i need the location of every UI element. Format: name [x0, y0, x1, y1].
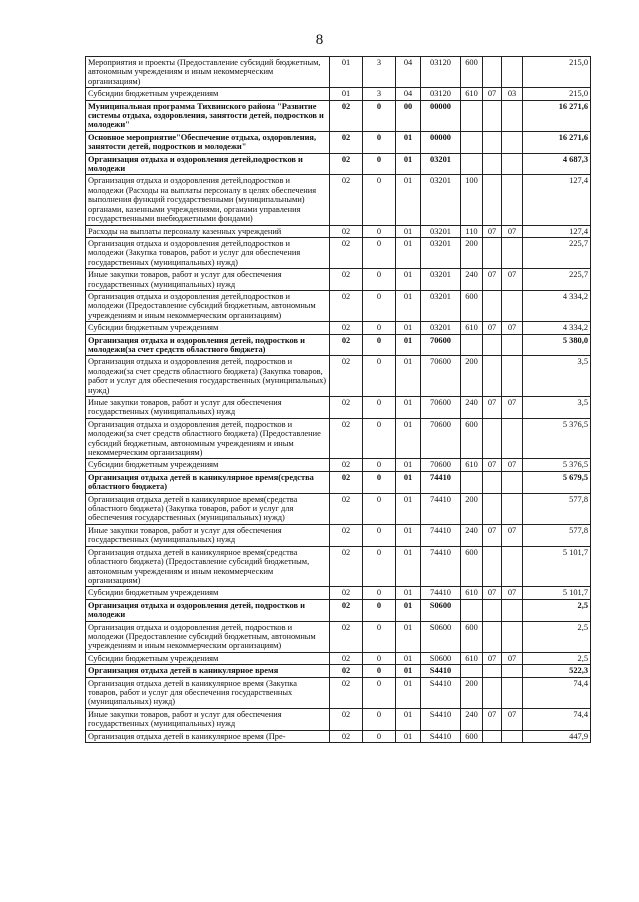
program-code-cell: 02 — [330, 459, 363, 471]
amount-cell: 4 334,2 — [523, 290, 591, 321]
subsection-cell — [502, 599, 523, 621]
event-code-cell: 04 — [396, 88, 421, 100]
subsection-cell: 07 — [502, 652, 523, 664]
section-cell — [483, 290, 502, 321]
event-code-cell: 01 — [396, 677, 421, 708]
expense-type-cell: 200 — [461, 493, 483, 524]
event-code-cell: 01 — [396, 621, 421, 652]
subsection-cell: 07 — [502, 459, 523, 471]
section-cell — [483, 57, 502, 88]
amount-cell: 225,7 — [523, 237, 591, 268]
table-row — [86, 88, 591, 100]
event-code-cell: 01 — [396, 356, 421, 397]
event-code-cell: 01 — [396, 397, 421, 419]
row-name-cell: Организация отдыха и оздоровления детей,подростков и молодежи (Расходы на выплаты персоналу в целях обеспечения выполнения функций государственными (муниципальными) органами, казенными учреждениями, органами управления государственными внебюджетными фондами) — [86, 175, 330, 225]
program-code-cell: 02 — [330, 652, 363, 664]
section-cell — [483, 677, 502, 708]
program-code-cell: 02 — [330, 621, 363, 652]
subprogram-code-cell: 0 — [363, 322, 396, 334]
budget-table — [85, 56, 591, 743]
table-row — [86, 677, 591, 708]
subprogram-code-cell: 3 — [363, 57, 396, 88]
subprogram-code-cell: 0 — [363, 493, 396, 524]
row-name-cell: Организация отдыха детей в каникулярное время(средства областного бюджета) (Предоставление субсидий бюджетным, автономным учреждениям и иным некоммерческим организациям) — [86, 546, 330, 587]
table-row — [86, 225, 591, 237]
amount-cell: 2,5 — [523, 599, 591, 621]
amount-cell: 5 376,5 — [523, 418, 591, 459]
event-code-cell: 01 — [396, 730, 421, 742]
direction-code-cell: S4410 — [421, 730, 461, 742]
event-code-cell: 01 — [396, 546, 421, 587]
row-name-cell: Иные закупки товаров, работ и услуг для обеспечения государственных (муниципальных) нужд — [86, 708, 330, 730]
table-row — [86, 546, 591, 587]
direction-code-cell: 70600 — [421, 418, 461, 459]
event-code-cell: 01 — [396, 652, 421, 664]
direction-code-cell: 03120 — [421, 57, 461, 88]
row-name-cell: Иные закупки товаров, работ и услуг для обеспечения государственных (муниципальных) нужд — [86, 269, 330, 291]
row-name-cell: Организация отдыха и оздоровления детей, подростков и молодежи(за счет средств областного бюджета) (Закупка товаров, работ и услуг для обеспечения государственных (муниципальных) нужд) — [86, 356, 330, 397]
subsection-cell: 07 — [502, 708, 523, 730]
amount-cell: 225,7 — [523, 269, 591, 291]
table-row — [86, 587, 591, 599]
row-name-cell: Организация отдыха детей в каникулярное время — [86, 665, 330, 677]
table-row — [86, 153, 591, 175]
amount-cell: 5 101,7 — [523, 587, 591, 599]
expense-type-cell: 610 — [461, 322, 483, 334]
subsection-cell: 03 — [502, 88, 523, 100]
direction-code-cell: 03201 — [421, 225, 461, 237]
program-code-cell: 02 — [330, 334, 363, 356]
expense-type-cell: 240 — [461, 269, 483, 291]
subsection-cell — [502, 131, 523, 153]
section-cell: 07 — [483, 587, 502, 599]
subprogram-code-cell: 0 — [363, 677, 396, 708]
subsection-cell: 07 — [502, 587, 523, 599]
subprogram-code-cell: 0 — [363, 100, 396, 131]
direction-code-cell: 03201 — [421, 269, 461, 291]
direction-code-cell: 03201 — [421, 237, 461, 268]
section-cell — [483, 175, 502, 225]
direction-code-cell: 03201 — [421, 322, 461, 334]
expense-type-cell: 610 — [461, 652, 483, 664]
direction-code-cell: S4410 — [421, 708, 461, 730]
expense-type-cell: 610 — [461, 459, 483, 471]
section-cell: 07 — [483, 652, 502, 664]
subprogram-code-cell: 0 — [363, 131, 396, 153]
subprogram-code-cell: 0 — [363, 175, 396, 225]
amount-cell: 522,3 — [523, 665, 591, 677]
row-name-cell: Субсидии бюджетным учреждениям — [86, 459, 330, 471]
direction-code-cell: 70600 — [421, 334, 461, 356]
subsection-cell — [502, 175, 523, 225]
row-name-cell: Организация отдыха детей в каникулярное время (Закупка товаров, работ и услуг для обеспечения государственных (муниципальных) нужд) — [86, 677, 330, 708]
subsection-cell — [502, 418, 523, 459]
expense-type-cell: 240 — [461, 397, 483, 419]
program-code-cell: 01 — [330, 88, 363, 100]
section-cell: 07 — [483, 524, 502, 546]
direction-code-cell: S0600 — [421, 621, 461, 652]
subsection-cell — [502, 730, 523, 742]
direction-code-cell: 74410 — [421, 493, 461, 524]
section-cell — [483, 493, 502, 524]
amount-cell: 5 376,5 — [523, 459, 591, 471]
amount-cell: 577,8 — [523, 493, 591, 524]
program-code-cell: 02 — [330, 587, 363, 599]
amount-cell: 127,4 — [523, 175, 591, 225]
program-code-cell: 02 — [330, 225, 363, 237]
event-code-cell: 01 — [396, 334, 421, 356]
subsection-cell — [502, 665, 523, 677]
table-row — [86, 356, 591, 397]
table-row — [86, 57, 591, 88]
amount-cell: 215,0 — [523, 88, 591, 100]
subsection-cell — [502, 334, 523, 356]
event-code-cell: 04 — [396, 57, 421, 88]
table-row — [86, 665, 591, 677]
section-cell — [483, 546, 502, 587]
table-row — [86, 418, 591, 459]
expense-type-cell: 600 — [461, 546, 483, 587]
event-code-cell: 00 — [396, 100, 421, 131]
direction-code-cell: 74410 — [421, 471, 461, 493]
subprogram-code-cell: 0 — [363, 665, 396, 677]
expense-type-cell — [461, 131, 483, 153]
program-code-cell: 02 — [330, 730, 363, 742]
section-cell — [483, 356, 502, 397]
event-code-cell: 01 — [396, 290, 421, 321]
event-code-cell: 01 — [396, 599, 421, 621]
row-name-cell: Организация отдыха детей в каникулярное время (Пре- — [86, 730, 330, 742]
event-code-cell: 01 — [396, 665, 421, 677]
section-cell — [483, 334, 502, 356]
direction-code-cell: 70600 — [421, 459, 461, 471]
row-name-cell: Организация отдыха и оздоровления детей, подростков и молодежи — [86, 599, 330, 621]
row-name-cell: Организация отдыха и оздоровления детей, подростков и молодежи(за счет средств областного бюджета) (Предоставление субсидий бюджетным, автономным учреждениям и иным некоммерческим организациям) — [86, 418, 330, 459]
row-name-cell: Организация отдыха и оздоровления детей, подростков и молодежи (Предоставление субсидий бюджетным, автономным учреждениям и иным некоммерческим организациям) — [86, 621, 330, 652]
program-code-cell: 02 — [330, 524, 363, 546]
row-name-cell: Муниципальная программа Тихвинского района "Развитие системы отдыха, оздоровления, занятости детей, подростков и молодежи" — [86, 100, 330, 131]
subprogram-code-cell: 0 — [363, 397, 396, 419]
expense-type-cell: 200 — [461, 677, 483, 708]
expense-type-cell: 600 — [461, 57, 483, 88]
event-code-cell: 01 — [396, 175, 421, 225]
subprogram-code-cell: 0 — [363, 546, 396, 587]
row-name-cell: Организация отдыха и оздоровления детей,подростков и молодежи — [86, 153, 330, 175]
row-name-cell: Организация отдыха и оздоровления детей,подростков и молодежи (Предоставление субсидий бюджетным, автономным учреждениям и иным некоммерческим организациям) — [86, 290, 330, 321]
direction-code-cell: 70600 — [421, 356, 461, 397]
event-code-cell: 01 — [396, 708, 421, 730]
program-code-cell: 02 — [330, 153, 363, 175]
table-row — [86, 100, 591, 131]
subsection-cell: 07 — [502, 322, 523, 334]
row-name-cell: Субсидии бюджетным учреждениям — [86, 587, 330, 599]
program-code-cell: 02 — [330, 418, 363, 459]
subprogram-code-cell: 0 — [363, 524, 396, 546]
section-cell — [483, 153, 502, 175]
direction-code-cell: 03201 — [421, 175, 461, 225]
table-row — [86, 524, 591, 546]
program-code-cell: 02 — [330, 175, 363, 225]
section-cell — [483, 131, 502, 153]
program-code-cell: 02 — [330, 131, 363, 153]
table-row — [86, 599, 591, 621]
expense-type-cell: 600 — [461, 730, 483, 742]
amount-cell: 4 687,3 — [523, 153, 591, 175]
page-number: 8 — [315, 32, 324, 48]
amount-cell: 215,0 — [523, 57, 591, 88]
row-name-cell: Субсидии бюджетным учреждениям — [86, 652, 330, 664]
program-code-cell: 02 — [330, 599, 363, 621]
budget-table-body — [86, 57, 591, 743]
section-cell — [483, 730, 502, 742]
event-code-cell: 01 — [396, 459, 421, 471]
row-name-cell: Основное мероприятие"Обеспечение отдыха, оздоровления, занятости детей, подростков и молодежи" — [86, 131, 330, 153]
expense-type-cell: 240 — [461, 708, 483, 730]
subsection-cell — [502, 290, 523, 321]
expense-type-cell: 110 — [461, 225, 483, 237]
table-row — [86, 322, 591, 334]
table-row — [86, 730, 591, 742]
subprogram-code-cell: 0 — [363, 730, 396, 742]
table-row — [86, 652, 591, 664]
program-code-cell: 02 — [330, 546, 363, 587]
expense-type-cell: 600 — [461, 418, 483, 459]
section-cell — [483, 100, 502, 131]
amount-cell: 3,5 — [523, 397, 591, 419]
subprogram-code-cell: 0 — [363, 269, 396, 291]
expense-type-cell: 610 — [461, 587, 483, 599]
subsection-cell — [502, 237, 523, 268]
subsection-cell — [502, 546, 523, 587]
subprogram-code-cell: 0 — [363, 356, 396, 397]
direction-code-cell: 74410 — [421, 546, 461, 587]
row-name-cell: Мероприятия и проекты (Предоставление субсидий бюджетным, автономным учреждениям и иным некоммерческим организациям) — [86, 57, 330, 88]
row-name-cell: Субсидии бюджетным учреждениям — [86, 322, 330, 334]
program-code-cell: 02 — [330, 290, 363, 321]
event-code-cell: 01 — [396, 322, 421, 334]
program-code-cell: 01 — [330, 57, 363, 88]
expense-type-cell — [461, 665, 483, 677]
expense-type-cell — [461, 100, 483, 131]
event-code-cell: 01 — [396, 418, 421, 459]
program-code-cell: 02 — [330, 471, 363, 493]
event-code-cell: 01 — [396, 237, 421, 268]
row-name-cell: Субсидии бюджетным учреждениям — [86, 88, 330, 100]
expense-type-cell: 200 — [461, 237, 483, 268]
expense-type-cell: 100 — [461, 175, 483, 225]
subprogram-code-cell: 0 — [363, 599, 396, 621]
table-row — [86, 621, 591, 652]
event-code-cell: 01 — [396, 131, 421, 153]
subprogram-code-cell: 0 — [363, 587, 396, 599]
subprogram-code-cell: 0 — [363, 708, 396, 730]
program-code-cell: 02 — [330, 322, 363, 334]
expense-type-cell — [461, 599, 483, 621]
subsection-cell — [502, 471, 523, 493]
section-cell — [483, 665, 502, 677]
row-name-cell: Расходы на выплаты персоналу казенных учреждений — [86, 225, 330, 237]
event-code-cell: 01 — [396, 493, 421, 524]
section-cell — [483, 418, 502, 459]
subsection-cell — [502, 153, 523, 175]
subprogram-code-cell: 0 — [363, 237, 396, 268]
amount-cell: 447,9 — [523, 730, 591, 742]
subprogram-code-cell: 3 — [363, 88, 396, 100]
subsection-cell — [502, 100, 523, 131]
direction-code-cell: 03201 — [421, 290, 461, 321]
subsection-cell: 07 — [502, 524, 523, 546]
table-row — [86, 459, 591, 471]
amount-cell: 5 380,0 — [523, 334, 591, 356]
table-row — [86, 397, 591, 419]
section-cell: 07 — [483, 322, 502, 334]
table-row — [86, 708, 591, 730]
program-code-cell: 02 — [330, 269, 363, 291]
row-name-cell: Иные закупки товаров, работ и услуг для обеспечения государственных (муниципальных) нужд — [86, 524, 330, 546]
program-code-cell: 02 — [330, 397, 363, 419]
subprogram-code-cell: 0 — [363, 153, 396, 175]
amount-cell: 16 271,6 — [523, 100, 591, 131]
direction-code-cell: S4410 — [421, 677, 461, 708]
program-code-cell: 02 — [330, 677, 363, 708]
expense-type-cell: 600 — [461, 621, 483, 652]
subprogram-code-cell: 0 — [363, 418, 396, 459]
subprogram-code-cell: 0 — [363, 621, 396, 652]
event-code-cell: 01 — [396, 471, 421, 493]
amount-cell: 577,8 — [523, 524, 591, 546]
section-cell — [483, 237, 502, 268]
amount-cell: 74,4 — [523, 708, 591, 730]
section-cell — [483, 471, 502, 493]
table-row — [86, 334, 591, 356]
subsection-cell: 07 — [502, 225, 523, 237]
section-cell: 07 — [483, 269, 502, 291]
row-name-cell: Организация отдыха детей в каникулярное время(средства областного бюджета) — [86, 471, 330, 493]
subsection-cell: 07 — [502, 269, 523, 291]
row-name-cell: Организация отдыха и оздоровления детей, подростков и молодежи(за счет средств областного бюджета) — [86, 334, 330, 356]
expense-type-cell — [461, 471, 483, 493]
subsection-cell: 07 — [502, 397, 523, 419]
program-code-cell: 02 — [330, 708, 363, 730]
amount-cell: 2,5 — [523, 621, 591, 652]
subprogram-code-cell: 0 — [363, 225, 396, 237]
event-code-cell: 01 — [396, 524, 421, 546]
subsection-cell — [502, 356, 523, 397]
amount-cell: 5 101,7 — [523, 546, 591, 587]
direction-code-cell: 03120 — [421, 88, 461, 100]
row-name-cell: Иные закупки товаров, работ и услуг для обеспечения государственных (муниципальных) нужд — [86, 397, 330, 419]
expense-type-cell — [461, 153, 483, 175]
program-code-cell: 02 — [330, 356, 363, 397]
subsection-cell — [502, 677, 523, 708]
amount-cell: 2,5 — [523, 652, 591, 664]
direction-code-cell: 00000 — [421, 100, 461, 131]
subprogram-code-cell: 0 — [363, 334, 396, 356]
direction-code-cell: 00000 — [421, 131, 461, 153]
section-cell — [483, 599, 502, 621]
program-code-cell: 02 — [330, 237, 363, 268]
table-row — [86, 131, 591, 153]
section-cell — [483, 621, 502, 652]
section-cell: 07 — [483, 708, 502, 730]
table-row — [86, 493, 591, 524]
table-row — [86, 237, 591, 268]
direction-code-cell: 70600 — [421, 397, 461, 419]
event-code-cell: 01 — [396, 153, 421, 175]
expense-type-cell: 600 — [461, 290, 483, 321]
section-cell: 07 — [483, 225, 502, 237]
expense-type-cell: 240 — [461, 524, 483, 546]
subsection-cell — [502, 57, 523, 88]
event-code-cell: 01 — [396, 269, 421, 291]
subsection-cell — [502, 493, 523, 524]
subsection-cell — [502, 621, 523, 652]
amount-cell: 3,5 — [523, 356, 591, 397]
section-cell: 07 — [483, 459, 502, 471]
amount-cell: 74,4 — [523, 677, 591, 708]
subprogram-code-cell: 0 — [363, 471, 396, 493]
amount-cell: 4 334,2 — [523, 322, 591, 334]
event-code-cell: 01 — [396, 225, 421, 237]
expense-type-cell: 200 — [461, 356, 483, 397]
row-name-cell: Организация отдыха и оздоровления детей,подростков и молодежи (Закупка товаров, работ и услуг для обеспечения государственных (муниципальных) нужд) — [86, 237, 330, 268]
direction-code-cell: S0600 — [421, 599, 461, 621]
section-cell: 07 — [483, 88, 502, 100]
subprogram-code-cell: 0 — [363, 652, 396, 664]
direction-code-cell: 03201 — [421, 153, 461, 175]
event-code-cell: 01 — [396, 587, 421, 599]
amount-cell: 5 679,5 — [523, 471, 591, 493]
direction-code-cell: S0600 — [421, 652, 461, 664]
direction-code-cell: 74410 — [421, 587, 461, 599]
table-row — [86, 175, 591, 225]
table-row — [86, 290, 591, 321]
amount-cell: 16 271,6 — [523, 131, 591, 153]
subprogram-code-cell: 0 — [363, 459, 396, 471]
row-name-cell: Организация отдыха детей в каникулярное время(средства областного бюджета) (Закупка товаров, работ и услуг для обеспечения государственных (муниципальных) нужд) — [86, 493, 330, 524]
section-cell: 07 — [483, 397, 502, 419]
subprogram-code-cell: 0 — [363, 290, 396, 321]
expense-type-cell — [461, 334, 483, 356]
amount-cell: 127,4 — [523, 225, 591, 237]
table-row — [86, 269, 591, 291]
direction-code-cell: S4410 — [421, 665, 461, 677]
program-code-cell: 02 — [330, 100, 363, 131]
program-code-cell: 02 — [330, 493, 363, 524]
expense-type-cell: 610 — [461, 88, 483, 100]
direction-code-cell: 74410 — [421, 524, 461, 546]
program-code-cell: 02 — [330, 665, 363, 677]
table-row — [86, 471, 591, 493]
